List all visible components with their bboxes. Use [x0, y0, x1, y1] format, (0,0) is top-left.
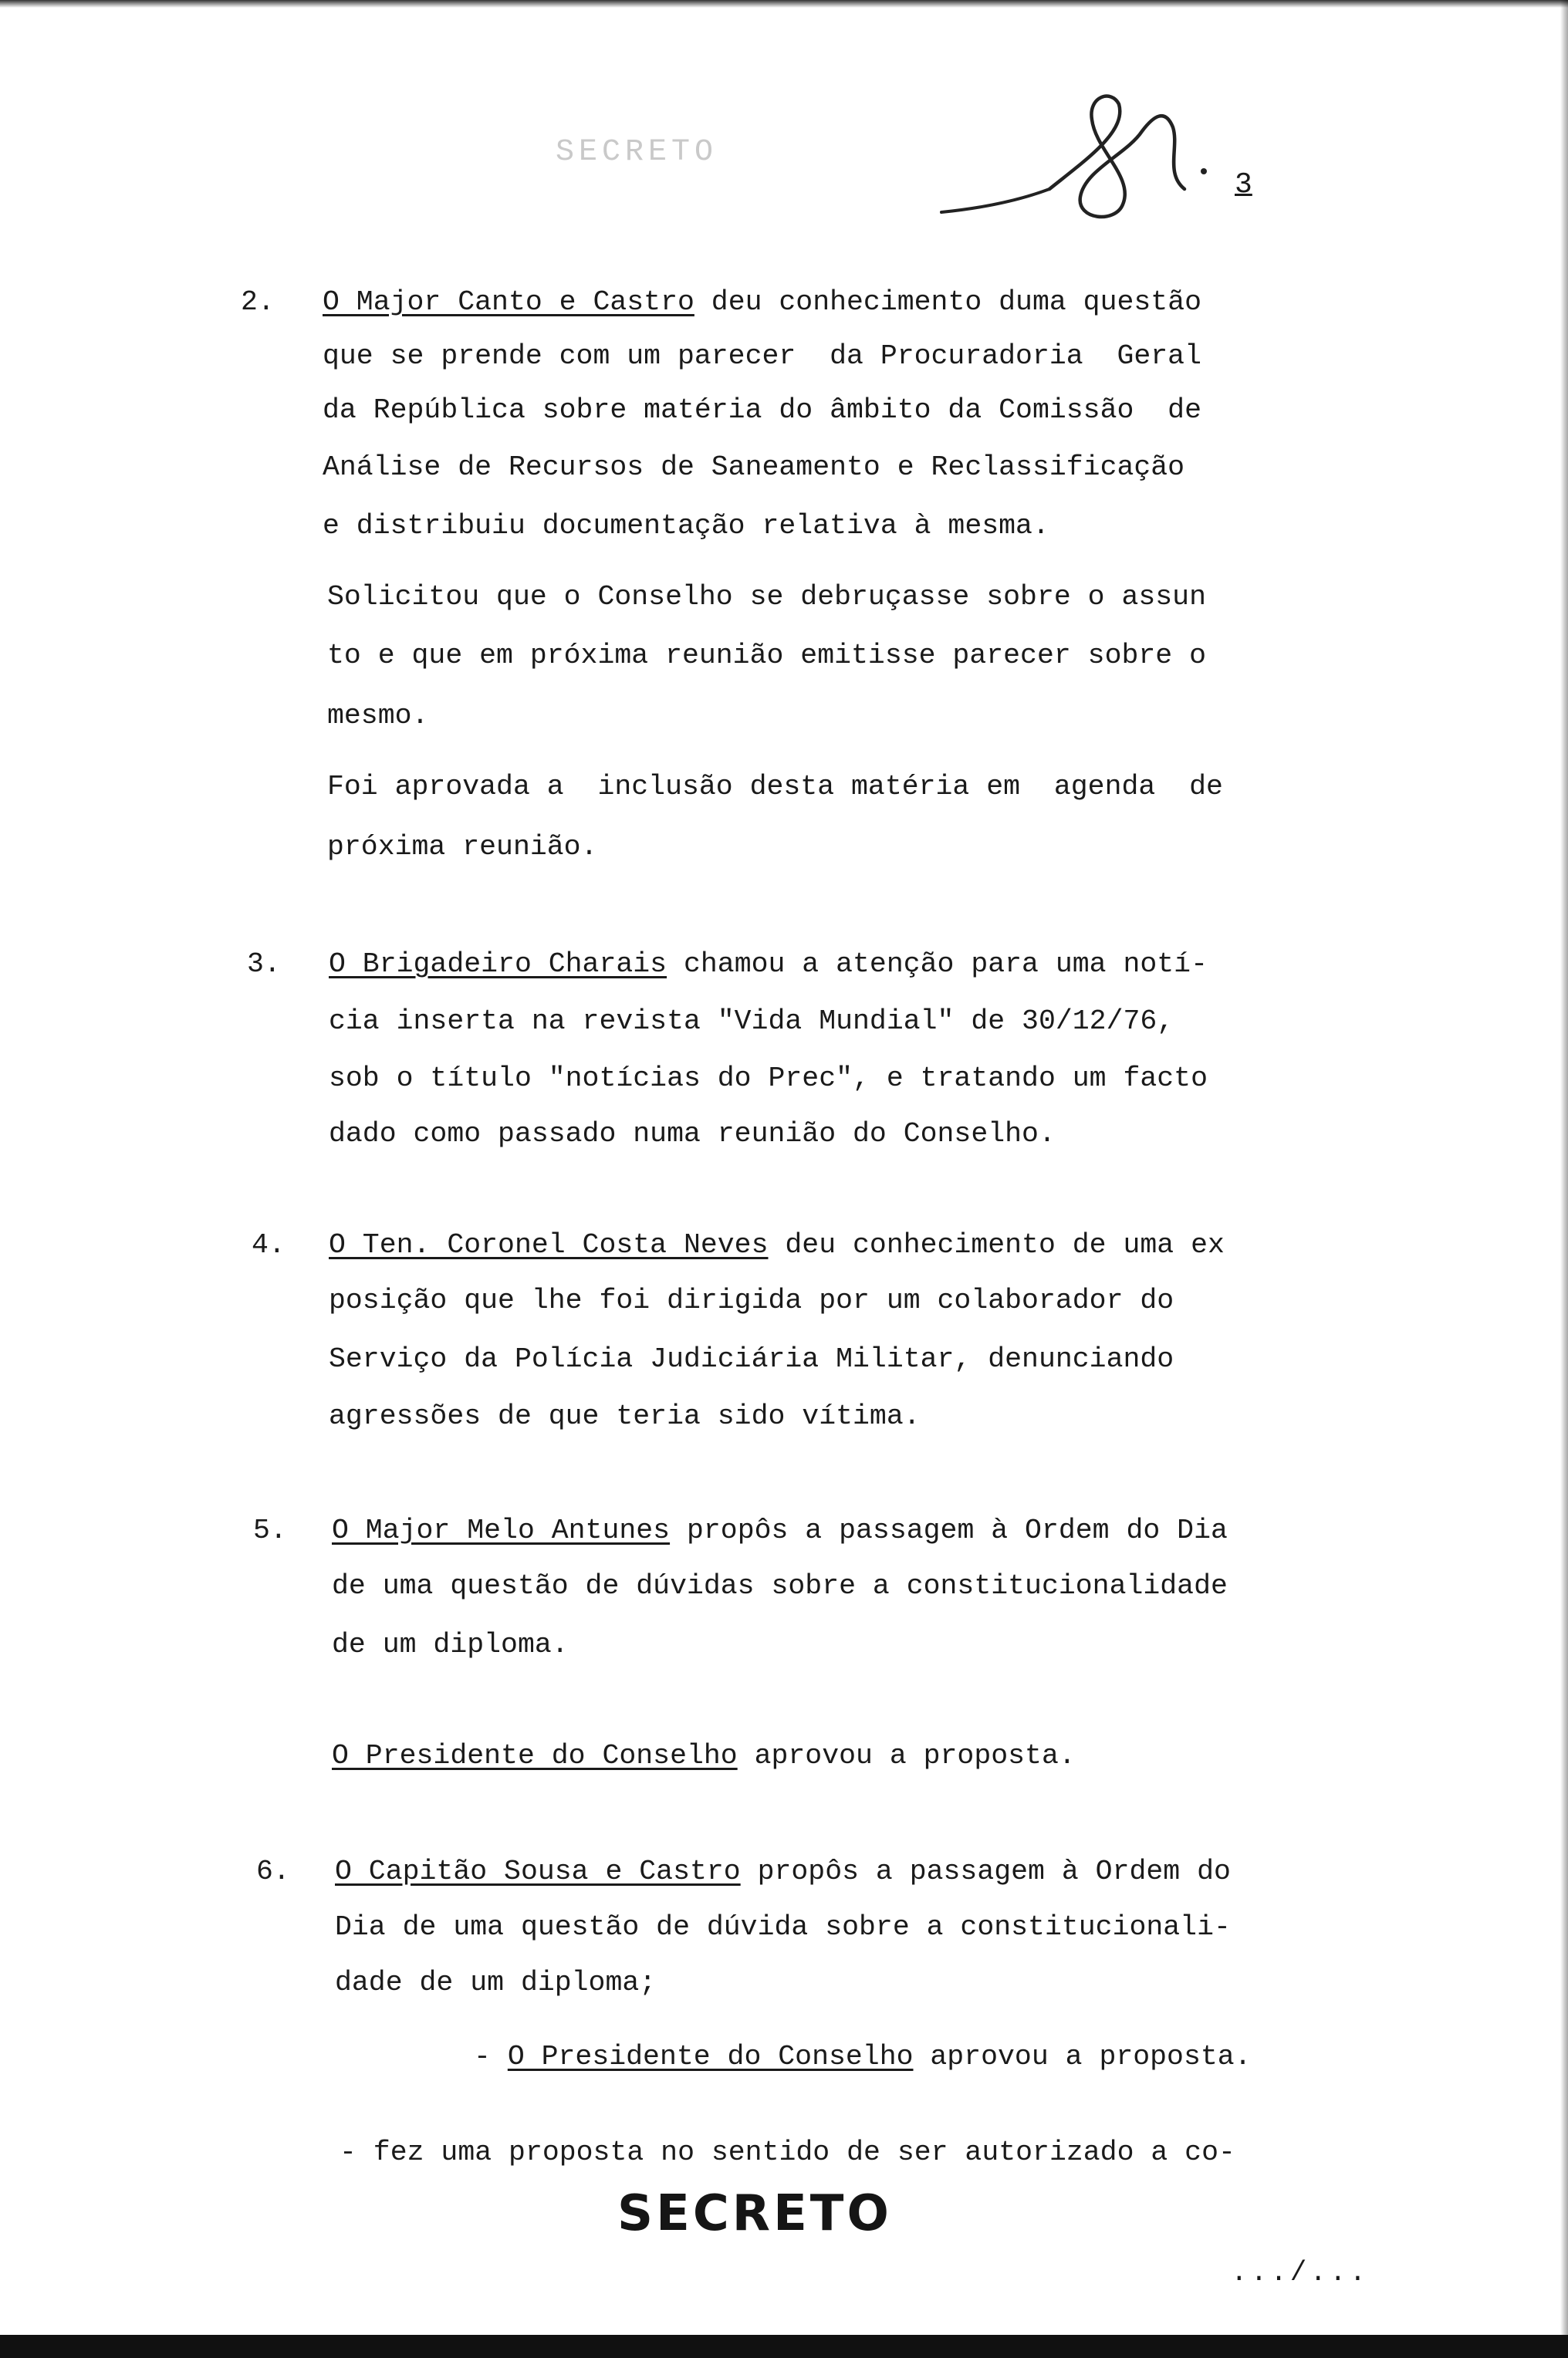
- item-6-line-1: [335, 1858, 1231, 1887]
- item-3-line-1: [329, 948, 1208, 980]
- item-5-note-subject: O Presidente do Conselho: [332, 1740, 738, 1772]
- item-6-bullet-1: [474, 2043, 1252, 2072]
- item-2-para-2-line-3: mesmo.: [327, 700, 429, 731]
- item-5-line-2: de uma questão de dúvidas sobre a constitucionalidade: [332, 1570, 1228, 1602]
- item-number-3: 3.: [247, 948, 281, 980]
- item-number-2: 2.: [241, 286, 275, 318]
- item-2-line-1-rest: deu conhecimento duma questão: [694, 286, 1201, 318]
- item-5-line-3: de um diploma.: [332, 1629, 569, 1660]
- item-3-line-2: cia inserta na revista "Vida Mundial" de 30/12/76,: [329, 1005, 1174, 1037]
- continuation-marker: .../...: [1231, 2257, 1370, 2289]
- item-6-bullet-2: - fez uma proposta no sentido de ser autorizado a co-: [340, 2137, 1235, 2168]
- item-2-para-3-line-1: Foi aprovada a inclusão desta matéria em agenda de: [327, 771, 1223, 802]
- item-4-line-3: Serviço da Polícia Judiciária Militar, denunciando: [329, 1343, 1174, 1375]
- item-2-line-3: da República sobre matéria do âmbito da Comissão de: [323, 394, 1201, 426]
- item-3-line-1-rest: chamou a atenção para uma notí-: [667, 948, 1208, 980]
- scan-edge-right: [1560, 0, 1568, 2358]
- item-4-line-4: agressões de que teria sido vítima.: [329, 1400, 921, 1432]
- item-2-subject: O Major Canto e Castro: [323, 286, 694, 318]
- item-2-line-5: e distribuiu documentação relativa à mesma.: [323, 510, 1049, 542]
- item-4-line-2: posição que lhe foi dirigida por um colaborador do: [329, 1285, 1174, 1316]
- item-5-line-1-rest: propôs a passagem à Ordem do Dia: [670, 1515, 1228, 1546]
- item-2-para-2-line-2: to e que em próxima reunião emitisse parecer sobre o: [327, 640, 1206, 671]
- item-5-note: [332, 1742, 1076, 1771]
- scan-edge-bottom: [0, 2335, 1568, 2358]
- item-number-4: 4.: [252, 1229, 286, 1261]
- item-2-line-4: Análise de Recursos de Saneamento e Reclassificação: [323, 451, 1185, 483]
- item-3-line-4: dado como passado numa reunião do Conselho.: [329, 1118, 1056, 1150]
- item-2-line-2: que se prende com um parecer da Procuradoria Geral: [323, 340, 1201, 372]
- item-6-line-3: dade de um diploma;: [335, 1967, 657, 1998]
- item-2-line-1: [323, 286, 1201, 318]
- item-3-line-3: sob o título "notícias do Prec", e tratando um facto: [329, 1062, 1208, 1094]
- item-number-6: 6.: [256, 1856, 290, 1887]
- item-4-line-1: [329, 1231, 1225, 1260]
- item-6-line-1-rest: propôs a passagem à Ordem do: [740, 1856, 1231, 1887]
- item-3-subject: O Brigadeiro Charais: [329, 948, 667, 980]
- secret-stamp: SECRETO: [617, 2185, 892, 2242]
- faded-secret-stamp: SECRETO: [556, 135, 718, 170]
- item-4-subject: O Ten. Coronel Costa Neves: [329, 1229, 769, 1261]
- item-6-subject: O Capitão Sousa e Castro: [335, 1856, 741, 1887]
- item-4-line-1-rest: deu conhecimento de uma ex: [768, 1229, 1225, 1261]
- item-5-note-rest: aprovou a proposta.: [737, 1740, 1076, 1772]
- handwritten-signature: [934, 85, 1258, 231]
- item-number-5: 5.: [253, 1515, 287, 1546]
- scan-edge-top: [0, 0, 1568, 8]
- item-6-bullet-1-rest: aprovou a proposta.: [913, 2041, 1252, 2073]
- item-5-line-1: [332, 1517, 1228, 1546]
- item-6-bullet-1-subject: O Presidente do Conselho: [507, 2041, 914, 2073]
- item-2-para-3-line-2: próxima reunião.: [327, 831, 598, 863]
- item-6-line-2: Dia de uma questão de dúvida sobre a constitucionali-: [335, 1911, 1231, 1943]
- item-2-para-2-line-1: Solicitou que o Conselho se debruçasse sobre o assun: [327, 581, 1206, 613]
- item-5-subject: O Major Melo Antunes: [332, 1515, 671, 1546]
- page-number: 3: [1235, 168, 1252, 201]
- item-6-bullet-1-prefix: -: [474, 2041, 508, 2073]
